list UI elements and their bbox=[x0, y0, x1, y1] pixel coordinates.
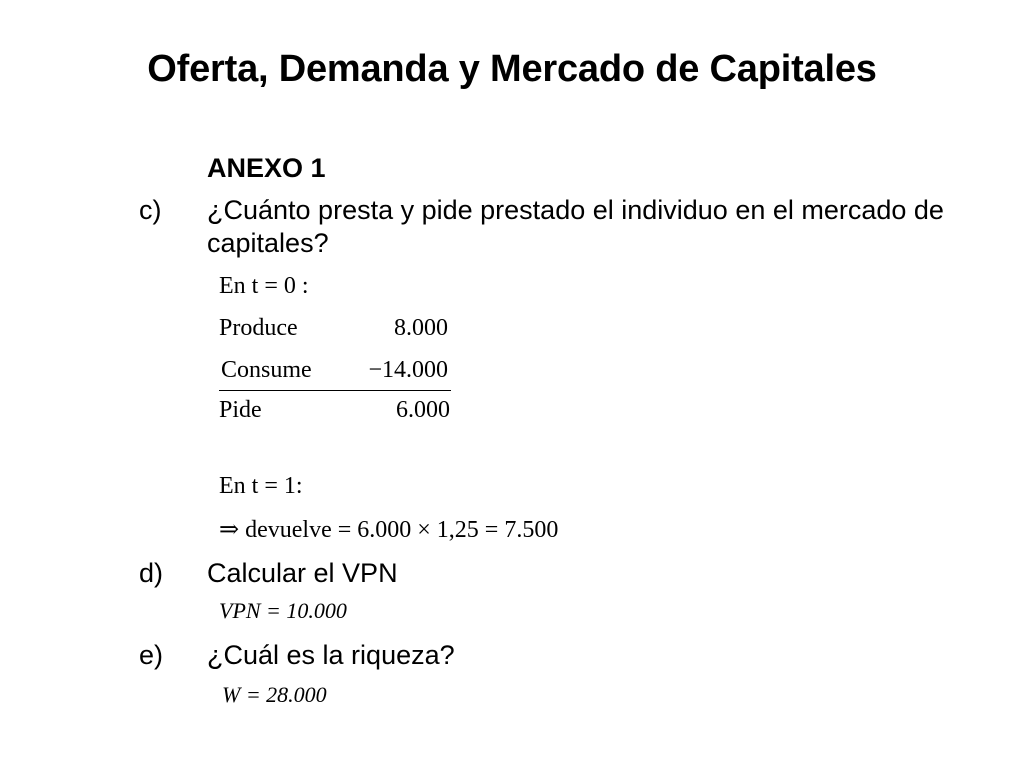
consume-label: Consume bbox=[221, 357, 312, 383]
question-d-text: Calcular el VPN bbox=[207, 558, 398, 588]
sum-divider-line bbox=[219, 390, 451, 391]
question-c-text-line1: ¿Cuánto presta y pide prestado el individuo en el mercado de bbox=[207, 195, 944, 225]
t0-heading: En t = 0 : bbox=[219, 273, 309, 299]
consume-value: −14.000 bbox=[368, 357, 448, 383]
pide-label: Pide bbox=[219, 397, 262, 423]
question-e-letter: e) bbox=[139, 640, 164, 670]
vpn-equation: VPN = 10.000 bbox=[219, 598, 347, 623]
produce-value: 8.000 bbox=[394, 315, 448, 341]
annex-label: ANEXO 1 bbox=[207, 153, 326, 183]
question-e-text: ¿Cuál es la riqueza? bbox=[207, 640, 455, 670]
slide-title: Oferta, Demanda y Mercado de Capitales bbox=[147, 48, 877, 90]
question-c-letter: c) bbox=[139, 195, 162, 225]
wealth-equation: W = 28.000 bbox=[222, 682, 327, 707]
t1-heading: En t = 1: bbox=[219, 473, 303, 499]
pide-value: 6.000 bbox=[396, 397, 450, 423]
produce-label: Produce bbox=[219, 315, 298, 341]
question-c-text-line2: capitales? bbox=[207, 228, 329, 258]
devuelve-equation: ⇒ devuelve = 6.000 × 1,25 = 7.500 bbox=[219, 517, 559, 543]
question-d-letter: d) bbox=[139, 558, 164, 588]
